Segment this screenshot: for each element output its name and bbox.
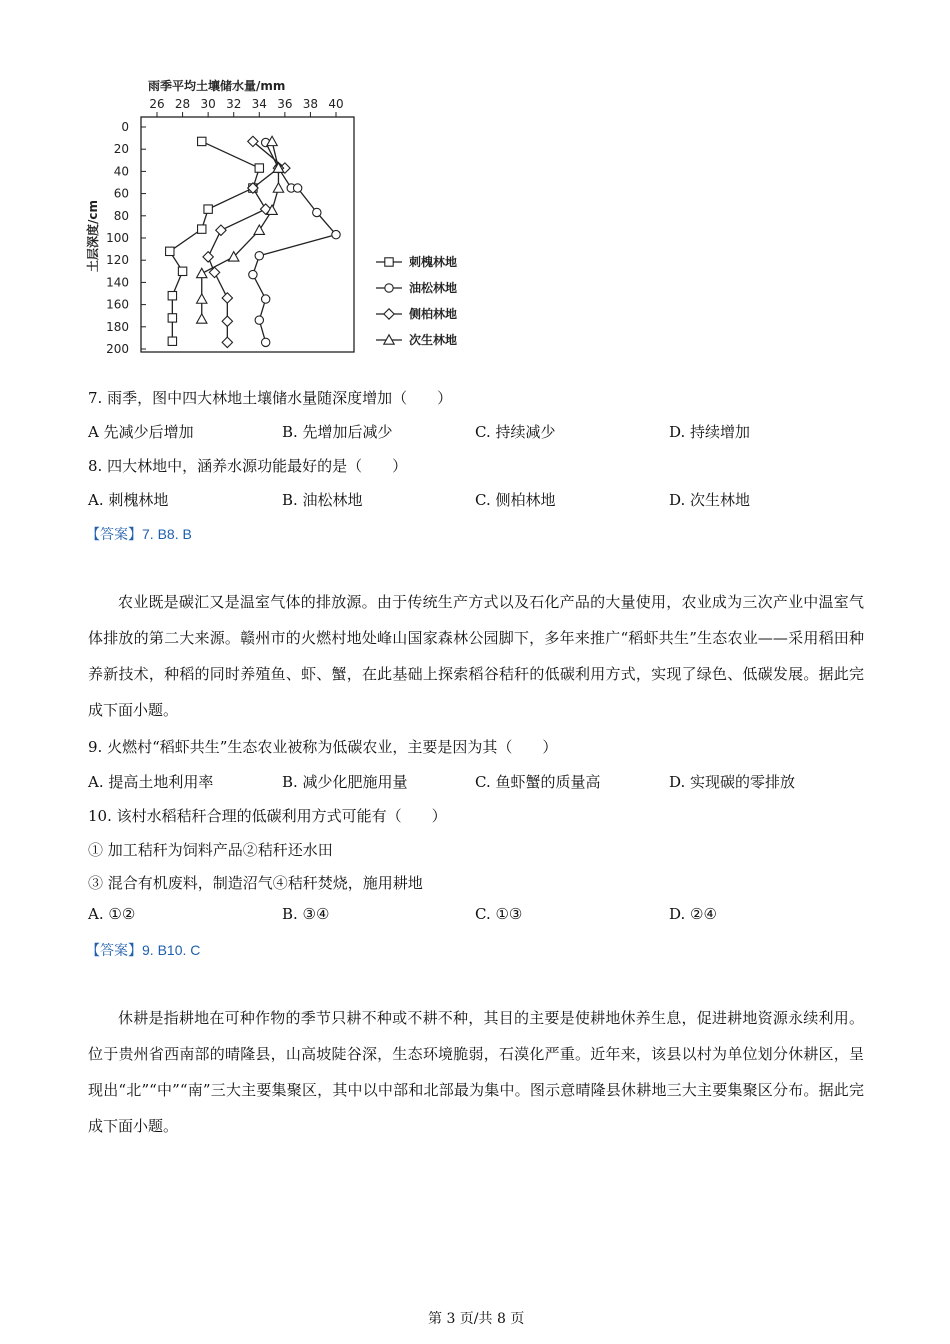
data-point [255,164,263,172]
question-7-option-b[interactable]: B. 先增加后减少 [282,423,393,441]
answer-tag: 【答案】 [86,526,142,542]
data-point [249,270,257,278]
question-8-option-c[interactable]: C. 侧柏林地 [475,491,556,509]
data-point [216,225,226,235]
data-point [197,268,207,277]
series-line [202,141,279,319]
series-triangle [197,136,284,323]
x-tick-label: 40 [328,97,344,111]
data-point [203,252,213,262]
soil-water-chart [0,0,950,380]
question-10-choice-line-2: ③ 混合有机废料，制造沼气④秸秆焚烧，施用耕地 [88,874,423,892]
x-tick-label: 28 [174,97,191,111]
legend-item [376,332,457,347]
y-tick-label: 60 [113,186,129,201]
data-point [273,183,283,192]
answer-block-1 [86,524,192,544]
data-point [168,314,176,322]
question-7-option-c[interactable]: C. 持续减少 [475,423,556,441]
legend-label: 油松林地 [409,281,458,295]
y-axis-label: 土层深度/cm [86,199,100,272]
legend-marker [384,309,394,319]
data-point [254,225,264,234]
question-9-option-a[interactable]: A. 提高土地利用率 [88,773,214,791]
chart-title: 雨季平均土壤储水量/mm [148,79,286,93]
question-8-option-a[interactable]: A. 刺槐林地 [88,491,169,509]
y-tick-label: 160 [106,297,129,312]
x-tick-label: 34 [251,97,267,111]
series-line [170,141,259,341]
x-tick-label: 32 [226,97,242,111]
question-9-stem: 9. 火燃村“稻虾共生”生态农业被称为低碳农业，主要是因为其（ ） [88,738,558,756]
data-point [261,295,269,303]
legend-label: 刺槐林地 [409,255,458,269]
data-point [166,247,174,255]
data-point [222,293,232,303]
question-10-option-c[interactable]: C. ①③ [475,905,523,923]
x-tick-label: 36 [277,97,293,111]
legend-marker [385,258,393,266]
question-10-option-a[interactable]: A. ①② [88,905,136,923]
y-tick-label: 120 [106,253,129,268]
reading-passage-1: 农业既是碳汇又是温室气体的排放源。由于传统生产方式以及石化产品的大量使用，农业成为三次产业中温室气体排放的第二大来源。赣州市的火燃村地处峰山国家森林公园脚下，多年来推广“稻虾共生”生态农业——采用稻田种养新技术，种稻的同时养殖鱼、虾、蟹，在此基础上探索稻谷秸秆的低碳利用方式，实现了绿色、低碳发展。据此完成下面小题。 [88,593,864,719]
x-tick-label: 26 [149,97,165,111]
y-tick-label: 180 [106,319,129,334]
question-9-option-b[interactable]: B. 减少化肥施用量 [282,773,408,791]
data-point [261,338,269,346]
y-tick-label: 20 [113,142,129,157]
legend-item [376,306,457,321]
question-10-stem: 10. 该村水稻秸秆合理的低碳利用方式可能有（ ） [88,807,447,825]
question-8-stem: 8. 四大林地中，涵养水源功能最好的是（ ） [88,457,408,475]
data-point [255,252,263,260]
data-point [293,184,301,192]
data-point [222,337,232,347]
series-line [253,143,336,343]
legend-label: 侧柏林地 [409,307,458,321]
question-9-option-c[interactable]: C. 鱼虾蟹的质量高 [475,773,601,791]
data-point [332,230,340,238]
question-8-option-b[interactable]: B. 油松林地 [282,491,363,509]
data-point [204,205,212,213]
y-tick-label: 40 [113,164,129,179]
data-point [222,316,232,326]
data-point [313,208,321,216]
y-tick-label: 140 [106,275,129,290]
legend-item [376,254,457,269]
question-7-option-a[interactable]: A 先减少后增加 [88,423,194,441]
data-point [168,292,176,300]
data-point [198,225,206,233]
y-tick-label: 200 [106,342,129,356]
legend-item [376,280,457,295]
x-tick-label: 30 [200,97,216,111]
x-tick-label: 38 [302,97,319,111]
legend-marker [385,284,393,292]
data-point [197,294,207,303]
question-9-option-d[interactable]: D. 实现碳的零排放 [669,773,796,791]
question-8-option-d[interactable]: D. 次生林地 [669,491,751,509]
data-point [197,314,207,323]
data-point [168,337,176,345]
page-number: 第 3 页/共 8 页 [428,1311,525,1327]
reading-passage-2: 休耕是指耕地在可种作物的季节只耕不种或不耕不种，其目的主要是使耕地休养生息，促进耕地资源永续利用。位于贵州省西南部的晴隆县，山高坡陡谷深，生态环境脆弱，石漠化严重。近年来，该县以村为单位划分休耕区，呈现出“北”“中”“南”三大主要集聚区，其中以中部和北部最为集中。图示意晴隆县休耕地三大主要集聚区分布。据此完成下面小题。 [88,1009,864,1135]
legend-label: 次生林地 [409,333,458,347]
question-10-option-d[interactable]: D. ②④ [669,905,717,923]
data-point [198,137,206,145]
answer-text: 7. B8. B [142,526,192,542]
answer-block-2 [86,940,200,960]
answer-tag: 【答案】 [86,942,142,958]
data-point [255,316,263,324]
y-tick-label: 100 [106,231,129,245]
question-10-option-b[interactable]: B. ③④ [282,905,330,923]
question-7-option-d[interactable]: D. 持续增加 [669,423,751,441]
question-7-stem: 7. 雨季，图中四大林地土壤储水量随深度增加（ ） [88,389,453,407]
y-tick-label: 0 [121,120,129,134]
answer-text: 9. B10. C [142,942,201,958]
y-tick-label: 80 [113,208,129,223]
data-point [178,267,186,275]
question-10-choice-line-1: ① 加工秸秆为饲料产品②秸秆还水田 [88,841,333,859]
